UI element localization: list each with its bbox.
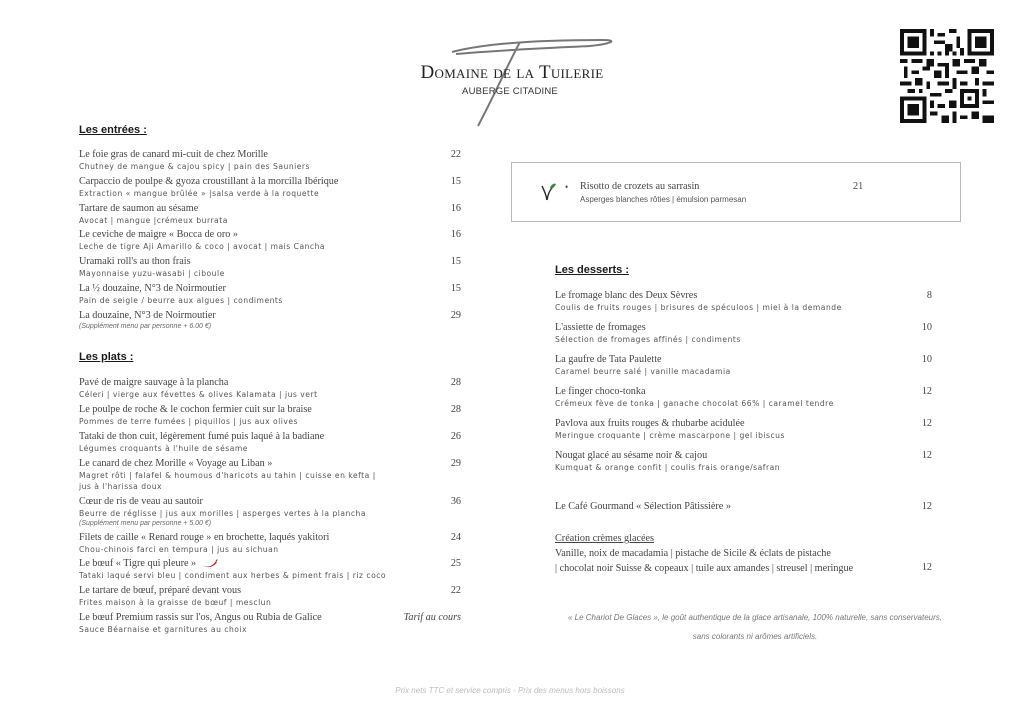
item-price: 12 [921, 418, 932, 429]
item-price: 28 [450, 404, 461, 415]
item-desc-continued: jus à l'harissa doux [79, 482, 163, 491]
chili-pepper-icon [202, 559, 218, 568]
item-name: Le fromage blanc des Deux Sèvres [555, 290, 698, 301]
item-name: Le tartare de bœuf, préparé devant vous [79, 585, 242, 596]
item-price: 12 [921, 562, 932, 573]
list-item [555, 417, 932, 441]
item-price: 29 [450, 310, 461, 321]
item-name [79, 557, 461, 570]
item-desc: Tataki laqué servi bleu | condiment aux herbes & piment frais | riz coco [79, 571, 387, 580]
restaurant-logo [380, 34, 640, 130]
item-name: Nougat glacé au sésame noir & cajou [555, 450, 708, 461]
list-item [79, 148, 461, 175]
entrees-list [79, 148, 461, 336]
plats-list [79, 376, 461, 638]
item-name: Le ceviche de maigre « Bocca de oro » [79, 229, 238, 240]
section-title-plats: Les plats : [79, 351, 134, 363]
item-desc: Beurre de réglisse | jus aux morilles | asperges vertes à la plancha [79, 509, 366, 518]
item-desc: Pain de seigle / beurre aux algues | condiments [79, 296, 283, 305]
item-name: Le foie gras de canard mi-cuit de chez Morille [79, 149, 268, 160]
item-price: 29 [450, 458, 461, 469]
chariot-glaces-note [545, 608, 965, 646]
vegetarian-sprout-icon [540, 183, 556, 201]
item-desc: Leche de tigre Aji Amarillo & coco | avocat | mais Cancha [79, 242, 326, 251]
item-name: Tataki de thon cuit, légèrement fumé puis laqué à la badiane [79, 431, 325, 442]
item-desc: Sauce Béarnaise et garnitures au choix [79, 625, 248, 634]
list-item [555, 353, 932, 377]
item-price: 36 [450, 496, 461, 507]
chariot-line-2: sans colorants ni arômes artificiels. [692, 632, 818, 641]
list-item [555, 449, 932, 473]
list-item [79, 430, 461, 457]
item-desc: Extraction « mangue brûlée » |salsa verde à la roquette [79, 189, 320, 198]
item-desc: Mayonnaise yuzu-wasabi | ciboule [79, 269, 225, 278]
supplement-note: (Supplément menu par personne + 6.00 €) [79, 323, 212, 330]
bullet: • [565, 182, 569, 192]
list-item [555, 385, 932, 409]
cafe-gourmand-item [555, 500, 932, 513]
item-name: Le finger choco-tonka [555, 386, 646, 397]
item-name: L'assiette de fromages [555, 322, 646, 333]
item-price: 28 [450, 377, 461, 388]
item-price: 24 [450, 532, 461, 543]
item-price: 16 [450, 203, 461, 214]
item-price: 12 [921, 501, 932, 512]
item-name: Le Café Gourmand « Sélection Pâtissière » [555, 501, 731, 512]
item-name: Le poulpe de roche & le cochon fermier cuit sur la braise [79, 404, 312, 415]
list-item [79, 255, 461, 282]
item-name: Tartare de saumon au sésame [79, 203, 199, 214]
section-title-desserts: Les desserts : [555, 264, 629, 276]
item-price: 21 [853, 181, 864, 192]
list-item [79, 309, 461, 336]
item-desc: Céleri | vierge aux févettes & olives Kalamata | jus vert [79, 390, 318, 399]
item-desc: Pommes de terre fumées | piquillos | jus aux olives [79, 417, 298, 426]
creme-glacee-flavors-1: Vanille, noix de macadamia | pistache de Sicile & éclats de pistache [555, 548, 831, 559]
item-desc: Kumquat & orange confit | coulis frais orange/safran [555, 463, 781, 472]
list-item [79, 228, 461, 255]
list-item [79, 611, 461, 638]
item-price: 10 [921, 322, 932, 333]
item-price: Tarif au cours [403, 612, 461, 623]
list-item [79, 495, 461, 531]
item-price: 8 [926, 290, 932, 301]
list-item [79, 175, 461, 202]
creme-glacee-title: Création crèmes glacées [555, 533, 654, 544]
item-name: Uramaki roll's au thon frais [79, 256, 191, 267]
item-desc: Sélection de fromages affinés | condiments [555, 335, 741, 344]
list-item [79, 557, 461, 584]
item-name: La douzaine, N°3 de Noirmoutier [79, 310, 216, 321]
item-desc: Frites maison à la graisse de bœuf | mesclun [79, 598, 272, 607]
item-name: La gaufre de Tata Paulette [555, 354, 662, 365]
qr-code-icon[interactable] [900, 29, 994, 123]
supplement-note: (Supplément menu par personne + 5.00 €) [79, 520, 212, 527]
list-item [79, 457, 461, 495]
item-name: Carpaccio de poulpe & gyoza croustillant à la morcilla Ibérique [79, 176, 339, 187]
item-name: Pavé de maigre sauvage à la plancha [79, 377, 229, 388]
item-name: La ½ douzaine, N°3 de Noirmoutier [79, 283, 226, 294]
item-desc: Meringue croquante | crème mascarpone | gel ibiscus [555, 431, 785, 440]
list-item [79, 531, 461, 557]
footer-note: Prix nets TTC et service compris - Prix des menus hors boissons [395, 686, 625, 695]
item-desc: Caramel beurre salé | vanille macadamia [555, 367, 731, 376]
list-item [79, 282, 461, 309]
item-desc: Crémeux fève de tonka | ganache chocolat 66% | caramel tendre [555, 399, 834, 408]
item-desc: Légumes croquants à l'huile de sésame [79, 444, 248, 453]
vegetarian-dish-box [511, 162, 961, 222]
restaurant-subtitle: AUBERGE CITADINE [462, 86, 558, 97]
list-item [79, 376, 461, 403]
section-title-entrees: Les entrées : [79, 124, 147, 136]
item-name: Risotto de crozets au sarrasin [580, 181, 700, 192]
item-desc: Magret rôti | falafel & houmous d'haricots au tahin | cuisse en kefta | [79, 471, 376, 480]
list-item [79, 584, 461, 611]
list-item [555, 321, 932, 345]
desserts-list [555, 289, 932, 481]
item-price: 15 [450, 283, 461, 294]
item-name: Filets de caille « Renard rouge » en brochette, laqués yakitori [79, 532, 330, 543]
item-name: Le bœuf Premium rassis sur l'os, Angus ou Rubia de Galice [79, 612, 322, 623]
item-price: 22 [450, 149, 461, 160]
item-price: 12 [921, 450, 932, 461]
item-price: 10 [921, 354, 932, 365]
item-desc: Chutney de mangue & cajou spicy | pain des Sauniers [79, 162, 311, 171]
list-item [555, 289, 932, 313]
creme-glacee-flavors-2: | chocolat noir Suisse & copeaux | tuile aux amandes | streusel | meringue [555, 563, 854, 574]
item-desc: Asperges blanches rôties | émulsion parmesan [580, 195, 747, 204]
item-desc: Avocat | mangue |crémeux burrata [79, 216, 228, 225]
item-price: 12 [921, 386, 932, 397]
item-name-text: Le bœuf « Tigre qui pleure » [79, 558, 197, 569]
restaurant-name: Domaine de la Tuilerie [420, 62, 604, 83]
item-price: 26 [450, 431, 461, 442]
chariot-line-1: « Le Chariot De Glaces », le goût authentique de la glace artisanale, 100% naturelle, sans conservateurs, [567, 613, 942, 622]
item-desc: Coulis de fruits rouges | brisures de spéculoos | miel à la demande [555, 303, 842, 312]
list-item [79, 202, 461, 228]
item-price: 16 [450, 229, 461, 240]
creme-glacee-item [555, 532, 932, 576]
item-desc: Chou-chinois farci en tempura | jus au sichuan [79, 545, 279, 554]
item-price: 15 [450, 256, 461, 267]
item-name: Pavlova aux fruits rouges & rhubarbe acidulée [555, 418, 745, 429]
item-price: 15 [450, 176, 461, 187]
item-name: Cœur de ris de veau au sautoir [79, 496, 203, 507]
item-price: 25 [450, 558, 461, 569]
list-item [79, 403, 461, 430]
item-price: 22 [450, 585, 461, 596]
item-name: Le canard de chez Morille « Voyage au Liban » [79, 458, 273, 469]
